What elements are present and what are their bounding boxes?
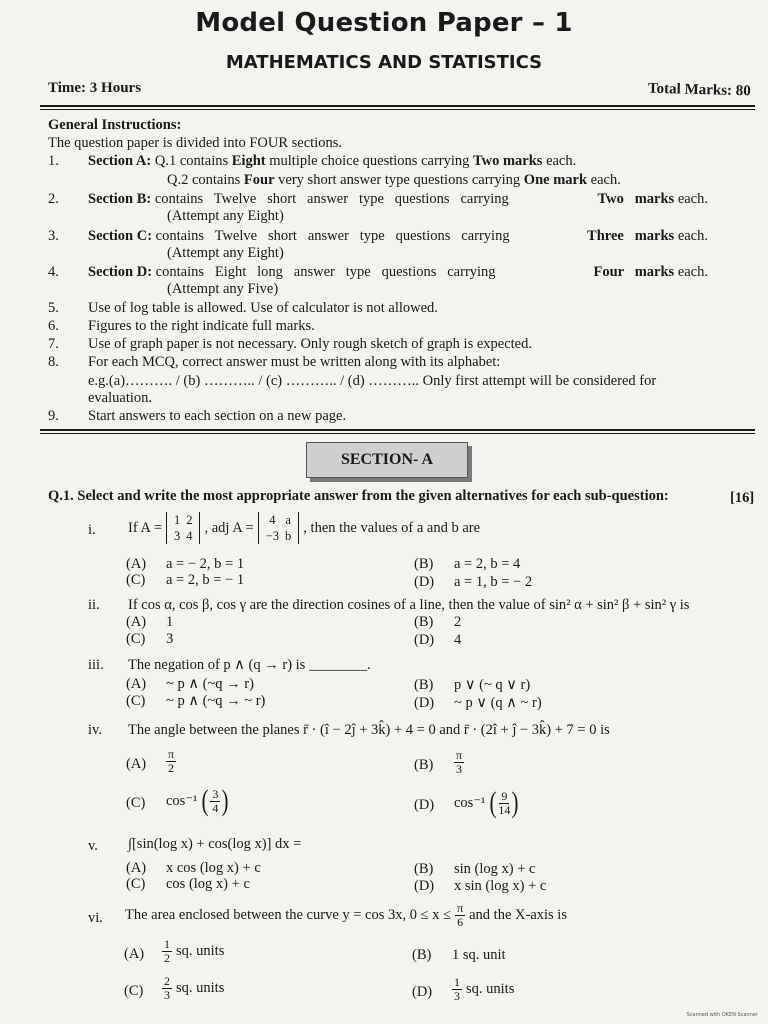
- instruction-num: 3.: [48, 228, 59, 244]
- instruction-num: 6.: [48, 318, 59, 334]
- instruction-1-sub: Q.2 contains Four very short answer type questions carrying One mark each.: [167, 172, 621, 188]
- option-text: 3: [166, 631, 174, 647]
- option-arccos: cos⁻¹ ( $\frac{3}{4}$ ): [166, 784, 229, 817]
- option-label: (B): [414, 861, 434, 877]
- total-marks-label: Total Marks: 80: [647, 80, 751, 100]
- option-label: (B): [414, 614, 434, 630]
- q1-marks: [16]: [730, 490, 755, 506]
- instruction-7: Use of graph paper is not necessary. Only rough sketch of graph is expected.: [88, 336, 532, 352]
- question-ii: If cos α, cos β, cos γ are the direction cosines of a line, then the value of sin² α + sin² β + sin² γ is: [128, 597, 690, 613]
- option-text: ~ p ∧ (~q → ~ r): [166, 693, 266, 709]
- matrix-adj-a: 4 −3 a b: [258, 512, 300, 544]
- option-label: (D): [414, 632, 435, 648]
- option-text: ~ p ∧ (~q → r): [166, 676, 254, 692]
- option-fraction: $\frac{\pi}{2}$: [168, 747, 175, 775]
- instruction-5: Use of log table is allowed. Use of calculator is not allowed.: [88, 300, 438, 316]
- option-text: p ∨ (~ q ∨ r): [454, 677, 531, 693]
- instruction-4-note: (Attempt any Five): [167, 281, 279, 297]
- option-text: cos (log x) + c: [166, 876, 250, 892]
- instruction-3-note: (Attempt any Eight): [167, 245, 284, 261]
- option-label: (C): [124, 983, 144, 999]
- question-num: iii.: [88, 657, 104, 673]
- option-text: sin (log x) + c: [454, 861, 536, 877]
- instruction-num: 1.: [48, 153, 59, 169]
- matrix-a: 1 3 2 4: [166, 512, 201, 544]
- instruction-num: 8.: [48, 354, 59, 370]
- instruction-6: Figures to the right indicate full marks.: [88, 318, 315, 334]
- instructions-intro: The question paper is divided into FOUR sections.: [48, 135, 342, 151]
- instruction-num: 4.: [48, 264, 59, 280]
- section-a-heading: SECTION- A: [306, 442, 468, 478]
- option-label: (B): [414, 677, 434, 693]
- option-label: (A): [126, 556, 147, 572]
- question-i: If A = 1 3 2 4 , adj A = 4 −3 a b , then the values of a and b are: [128, 513, 481, 543]
- instruction-4: Section D: contains Eight long answer type questions carrying Four marks each.: [88, 264, 708, 280]
- option-label: (A): [126, 860, 147, 876]
- option-label: (D): [412, 984, 433, 1000]
- question-num: i.: [88, 522, 96, 538]
- option-label: (D): [414, 695, 435, 711]
- instruction-num: 5.: [48, 300, 59, 316]
- option-arccos: cos⁻¹ ( $\frac{9}{14}$ ): [454, 786, 519, 819]
- option-label: (B): [412, 947, 432, 963]
- option-fraction: $\frac{1}{3}$ sq. units: [454, 975, 515, 1003]
- option-text: a = 1, b = − 2: [454, 574, 533, 590]
- option-fraction: $\frac{\pi}{3}$: [456, 748, 463, 776]
- scanner-watermark: Scanned with OKEN Scanner: [686, 1012, 758, 1018]
- option-fraction: $\frac{1}{2}$ sq. units: [164, 937, 225, 965]
- paper-title: Model Question Paper – 1: [195, 8, 573, 38]
- option-label: (A): [126, 676, 147, 692]
- instruction-8: For each MCQ, correct answer must be written along with its alphabet:: [88, 354, 501, 370]
- instructions-rule: [40, 429, 755, 431]
- option-text: a = − 2, b = 1: [166, 556, 245, 572]
- instructions-heading: General Instructions:: [48, 117, 182, 133]
- instruction-num: 9.: [48, 408, 59, 424]
- option-text: 4: [454, 632, 462, 648]
- option-text: 1 sq. unit: [452, 947, 506, 963]
- question-num: iv.: [88, 722, 102, 738]
- question-num: ii.: [88, 597, 100, 613]
- option-text: 2: [454, 614, 462, 630]
- question-iv: The angle between the planes r̄ · (î − 2ĵ + 3k̂) + 4 = 0 and r̄ · (2î + ĵ − 3k̂) + 7 = 0 is: [128, 722, 610, 738]
- question-num: v.: [88, 838, 98, 854]
- option-label: (C): [126, 876, 146, 892]
- option-fraction: $\frac{2}{3}$ sq. units: [164, 974, 225, 1002]
- option-label: (D): [414, 574, 435, 590]
- instruction-num: 7.: [48, 336, 59, 352]
- instruction-8-example: e.g.(a)………. / (b) ……….. / (c) ……….. / (d) ……….. Only first attempt will be considered for: [88, 373, 657, 389]
- option-label: (C): [126, 631, 146, 647]
- option-label: (D): [414, 797, 435, 813]
- header-rule: [40, 105, 755, 107]
- q1-label: Q.1. Select and write the most appropriate answer from the given alternatives for each sub-question:: [48, 488, 669, 504]
- time-label: Time: 3 Hours: [48, 80, 142, 96]
- question-iii: The negation of p ∧ (q → r) is ________.: [128, 657, 371, 673]
- option-label: (B): [414, 757, 434, 773]
- instruction-num: 2.: [48, 191, 59, 207]
- option-label: (A): [126, 614, 147, 630]
- option-text: a = 2, b = − 1: [166, 572, 245, 588]
- option-label: (A): [124, 946, 145, 962]
- header-rule-thin: [40, 109, 755, 110]
- question-vi: The area enclosed between the curve y = cos 3x, 0 ≤ x ≤ $\frac{\pi}{6}$ and the X-axis is: [125, 901, 567, 929]
- option-text: x cos (log x) + c: [166, 860, 261, 876]
- instruction-2: Section B: contains Twelve short answer type questions carrying Two marks each.: [88, 191, 708, 207]
- option-label: (D): [414, 878, 435, 894]
- instruction-8-cont: evaluation.: [88, 390, 153, 406]
- instructions-rule-thin: [40, 433, 755, 434]
- option-label: (C): [126, 795, 146, 811]
- option-text: ~ p ∨ (q ∧ ~ r): [454, 695, 542, 711]
- question-num: vi.: [88, 910, 103, 926]
- instruction-1: Section A: Q.1 contains Eight multiple choice questions carrying Two marks each.: [88, 153, 577, 169]
- question-v: ∫[sin(log x) + cos(log x)] dx =: [128, 836, 302, 852]
- paper-subject: MATHEMATICS AND STATISTICS: [225, 52, 543, 73]
- instruction-3: Section C: contains Twelve short answer type questions carrying Three marks each.: [88, 228, 708, 244]
- option-text: x sin (log x) + c: [454, 878, 547, 894]
- option-label: (C): [126, 693, 146, 709]
- option-text: 1: [166, 614, 174, 630]
- option-label: (C): [126, 572, 146, 588]
- option-label: (A): [126, 756, 147, 772]
- option-label: (B): [414, 556, 434, 572]
- instruction-2-note: (Attempt any Eight): [167, 208, 284, 224]
- instruction-9: Start answers to each section on a new page.: [88, 408, 347, 424]
- option-text: a = 2, b = 4: [454, 556, 521, 572]
